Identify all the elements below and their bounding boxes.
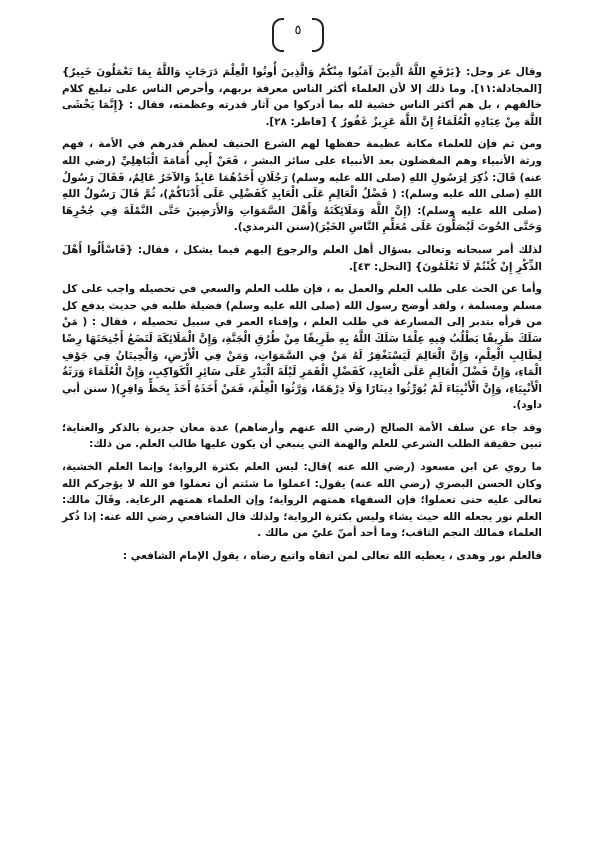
page-number: ٥: [294, 23, 302, 38]
paragraph-salaf-meanings: وقد جاء عن سلف الأمة الصالح (رضي الله عنهم وأرضاهم) عدة معان جديرة بالذكر والعناية؛ تبين حقيقة الطلب الشرعي للعلم والهمة التي ينبغي أن يكون عليها طالب العلم. من ذلك:: [62, 421, 542, 451]
page-body: [62, 64, 542, 571]
right-bracket-ornament: [312, 18, 324, 52]
paragraph-quran-virtue-of-knowledge: وقال عز وجل: {يَرْفَعِ اللَّهُ الَّذِينَ آمَنُوا مِنْكُمْ وَالَّذِينَ أُوتُوا الْعِلْمَ دَرَجَاتٍ وَاللَّهُ بِمَا تَعْمَلُونَ خَبِيرٌ} [المجادلة:١١]. وما ذلك إلا لأن العلماء أكثر الناس معرفة بربهم، وأحرص الناس على تبليغ كلام خالقهم ، بل هم أكثر الناس خشية لله بما أدركوا من آثار قدرته وعظمته، فقال : {إِنَّمَا يَخْشَى اللَّهَ مِنْ عِبَادِهِ الْعُلَمَاءُ إِنَّ اللَّهَ عَزِيزٌ غَفُورٌ } [فاطر: ٢٨].: [62, 66, 542, 128]
page-number-frame: [272, 18, 324, 48]
paragraph-ibn-masud-quote: ما روي عن ابن مسعود (رضي الله عنه )قال: ليس العلم بكثرة الرواية؛ وإنما العلم الخشية، وكان الحسن البصري (رضي الله عنه) يقول: اعملوا ما شئتم أن تعملوا فو الله لا يؤجركم الله تعالى عليه حتى تعملوا؛ فإن السفهاء همتهم الرواية؛ وإن العلماء همتهم الرعاية. وقَالَ مالك: العلم نور يجعله الله حيث يشاء وليس بكثرة الرواية؛ ولذلك قال الشافعي رضي الله عنه: إذا ذُكر العلماء فمالك النجم الثاقب؛ وما أحد أمنّ عليّ من مالك .: [62, 461, 542, 540]
paragraph-ask-people-of-knowledge: لذلك أمر سبحانه وتعالى بسؤال أهل العلم والرجوع إليهم فيما يشكل ، فقال: {فَاسْأَلُوا أَهْلَ الذِّكْرِ إِنْ كُنْتُمْ لَا تَعْلَمُونَ} [النحل: ٤٣].: [62, 243, 542, 273]
paragraph-knowledge-is-light: فالعلم نور وهدى ، يعطيه الله تعالى لمن اتقاه واتبع رضاه ، يقول الإمام الشافعي :: [122, 550, 542, 563]
paragraph-status-of-scholars: ومن ثم فإن للعلماء مكانة عظيمة حفظها لهم الشرع الحنيف لعظم قدرهم في الأمة ، فهم ورثة الأنبياء وهم المفضلون بعد الأنبياء على سائر البشر ، فَعَنْ أَبِي أُمَامَةَ الْبَاهِلِيِّ (رضي الله عنه) قَالَ: ذُكِرَ لِرَسُولِ اللهِ (صلى الله عليه وسلم) رَجُلَانِ أَحَدُهُمَا عَابِدٌ وَالآخَرُ عَالِمٌ، فَقَالَ رَسُولُ اللهِ (صلى الله عليه وسلم): ( فَضْلُ الْعَالِمِ عَلَى الْعَابِدِ كَفَضْلِي عَلَى أَدْنَاكُمْ)، ثُمَّ قَالَ رَسُولُ اللهِ (صلى الله عليه وسلم): (إِنَّ اللَّهَ وَمَلَائِكَتَهُ وَأَهْلَ السَّمَوَاتِ وَالأَرَضِينَ حَتَّى النَّمْلَةَ فِي جُحْرِهَا وَحَتَّى الحُوتَ لَيُصَلُّونَ عَلَى مُعَلِّمِ النَّاسِ الخَيْرَ)(سنن الترمذي).: [62, 138, 542, 234]
paragraph-seeking-knowledge: وأما عن الحث على طلب العلم والعمل به ، فإن طلب العلم والسعي في تحصيله واجب على كل مسلم ومسلمة ، ولقد أوضح رسول الله (صلى الله عليه وسلم) فضيلة طلبه في حديث يدفع كل من قرأه بتدبر إلى المسارعة في طلب العلم ، وإفناء العمر في سبيل تحصيله ، فقال : ( مَنْ سَلَكَ طَرِيقًا يَطْلُبُ فِيهِ عِلْمًا سَلَكَ اللَّهُ بِهِ طَرِيقًا مِنْ طُرُقِ الْجَنَّةِ، وَإِنَّ الْمَلَائِكَةَ لَتَضَعُ أَجْنِحَتَهَا رِضًا لِطَالِبِ الْعِلْمِ، وَإِنَّ الْعَالِمَ لَيَسْتَغْفِرُ لَهُ مَنْ فِي السَّمَوَاتِ، وَمَنْ فِي الْأَرْضِ، وَالْحِيتَانُ فِي جَوْفِ الْمَاءِ، وَإِنَّ فَضْلَ الْعَالِمِ عَلَى الْعَابِدِ، كَفَضْلِ الْقَمَرِ لَيْلَةَ الْبَدْرِ عَلَى سَائِرِ الْكَوَاكِبِ، وَإِنَّ الْعُلَمَاءَ وَرَثَةُ الْأَنْبِيَاءِ، وَإِنَّ الْأَنْبِيَاءَ لَمْ يُوَرِّثُوا دِينَارًا وَلَا دِرْهَمًا، وَرَّثُوا الْعِلْمَ، فَمَنْ أَخَذَهُ أَخَذَ بِحَظٍّ وَافِرٍ)( سنن أبي داود).: [62, 283, 542, 412]
